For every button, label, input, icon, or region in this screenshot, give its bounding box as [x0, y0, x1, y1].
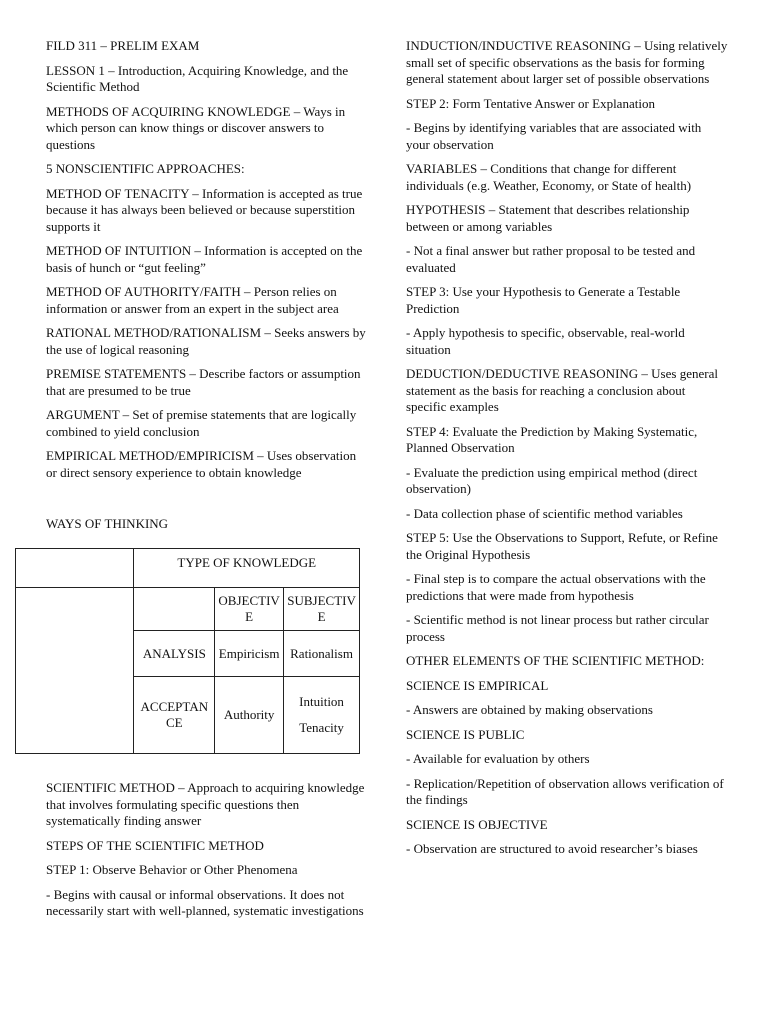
paragraph: SCIENTIFIC METHOD – Approach to acquiring knowledge that involves formulating specific questions then systematically finding answer [46, 780, 365, 828]
section-heading: 5 NONSCIENTIFIC APPROACHES: [46, 161, 245, 176]
paragraph: RATIONAL METHOD/RATIONALISM – Seeks answers by the use of logical reasoning [46, 325, 366, 357]
lesson-title: LESSON 1 – Introduction, Acquiring Knowledge, and the Scientific Method [46, 62, 349, 94]
table-cell-rationalism: Rationalism [284, 631, 360, 677]
paragraph: - Evaluate the prediction using empirical method (direct observation) [406, 464, 698, 496]
paragraph: - Answers are obtained by making observations [406, 702, 653, 717]
left-column [46, 38, 366, 481]
paragraph: - Observation are structured to avoid researcher’s biases [406, 841, 698, 856]
step-heading: STEP 1: Observe Behavior or Other Phenomena [46, 862, 298, 877]
paragraph: - Apply hypothesis to specific, observable, real-world situation [406, 325, 685, 357]
table-cell-empiricism: Empiricism [215, 631, 284, 677]
paragraph: DEDUCTION/DEDUCTIVE REASONING – Uses general statement as the basis for reaching a conclusion about specific examples [406, 366, 718, 414]
section-heading: STEPS OF THE SCIENTIFIC METHOD [46, 837, 264, 853]
table-row-analysis: ANALYSIS [134, 631, 215, 677]
section-heading: SCIENCE IS EMPIRICAL [406, 677, 549, 693]
knowledge-table [15, 548, 360, 754]
table-cell-authority: Authority [215, 677, 284, 754]
table-corner-cell [16, 549, 134, 588]
paragraph: VARIABLES – Conditions that change for different individuals (e.g. Weather, Economy, or State of health) [406, 161, 692, 193]
section-heading: SCIENCE IS PUBLIC [406, 726, 525, 742]
table-empty-cell [134, 588, 215, 631]
table-row-acceptance: ACCEPTANCE [134, 677, 215, 754]
step-heading: STEP 5: Use the Observations to Support, Refute, or Refine the Original Hypothesis [406, 530, 718, 562]
table-cell-intuition: Intuition [299, 694, 344, 709]
ways-of-thinking-heading: WAYS OF THINKING [46, 516, 169, 531]
paragraph: - Not a final answer but rather proposal to be tested and evaluated [406, 243, 696, 275]
paragraph: HYPOTHESIS – Statement that describes relationship between or among variables [406, 202, 690, 234]
paragraph: EMPIRICAL METHOD/EMPIRICISM – Uses observation or direct sensory experience to obtain knowledge [46, 448, 357, 480]
section-heading: SCIENCE IS OBJECTIVE [406, 816, 548, 832]
paragraph: - Begins with causal or informal observations. It does not necessarily start with well-planned, systematic investigations [46, 886, 364, 918]
paragraph: - Final step is to compare the actual observations with the predictions that were made from hypothesis [406, 571, 706, 603]
paragraph: METHOD OF TENACITY – Information is accepted as true because it has always been believed or because superstition supports it [46, 185, 363, 234]
step-heading: STEP 3: Use your Hypothesis to Generate a Testable Prediction [406, 284, 681, 316]
section-heading: OTHER ELEMENTS OF THE SCIENTIFIC METHOD: [406, 653, 705, 668]
table-header-type-of-knowledge: TYPE OF KNOWLEDGE [134, 549, 360, 588]
table-cell-intuition-tenacity [284, 677, 360, 754]
left-lower-column [46, 780, 366, 928]
paragraph: - Begins by identifying variables that are associated with your observation [406, 120, 702, 152]
paragraph: - Scientific method is not linear process but rather circular process [406, 612, 709, 644]
paragraph: METHOD OF AUTHORITY/FAITH – Person relies on information or answer from an expert in the subject area [46, 284, 339, 316]
step-heading: STEP 4: Evaluate the Prediction by Making Systematic, Planned Observation [406, 423, 698, 455]
table-cell-tenacity: Tenacity [299, 720, 344, 735]
exam-title: FILD 311 – PRELIM EXAM [46, 38, 200, 53]
step-heading: STEP 2: Form Tentative Answer or Explanation [406, 95, 655, 111]
paragraph: - Replication/Repetition of observation allows verification of the findings [406, 775, 724, 807]
table-empty-cell [16, 588, 134, 754]
paragraph: INDUCTION/INDUCTIVE REASONING – Using relatively small set of specific observations as the basis for forming general statement about larger set of possible observations [406, 38, 728, 86]
paragraph: METHOD OF INTUITION – Information is accepted on the basis of hunch or “gut feeling” [46, 243, 363, 275]
right-column [406, 38, 728, 866]
paragraph: PREMISE STATEMENTS – Describe factors or assumption that are presumed to be true [46, 366, 361, 398]
paragraph: ARGUMENT – Set of premise statements that are logically combined to yield conclusion [46, 407, 357, 439]
paragraph: METHODS OF ACQUIRING KNOWLEDGE – Ways in which person can know things or discover answers to questions [46, 103, 346, 152]
table-header-objective: OBJECTIVE [215, 588, 284, 631]
table-header-subjective: SUBJECTIVE [284, 588, 360, 631]
paragraph: - Data collection phase of scientific method variables [406, 505, 683, 521]
paragraph: - Available for evaluation by others [406, 751, 590, 766]
